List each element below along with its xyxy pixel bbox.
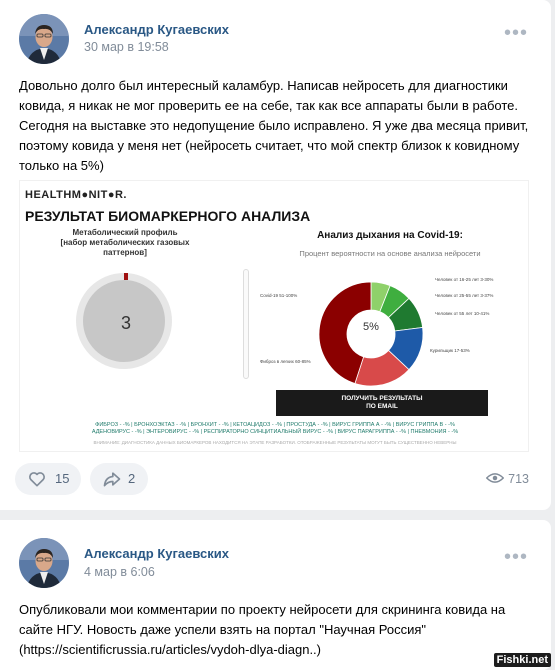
disease-list	[60, 422, 490, 436]
watermark: Fishki.net	[494, 653, 551, 667]
button-line-1: ПОЛУЧИТЬ РЕЗУЛЬТАТЫ	[341, 395, 423, 402]
slice-label: Человек от 16-25 лет 3-30%	[435, 277, 494, 282]
more-options-icon[interactable]: •••	[503, 22, 528, 44]
share-button[interactable]	[90, 463, 148, 495]
post-author[interactable]: Александр Кугаевских	[84, 22, 229, 37]
disease-list-line-2: АДЕНОВИРУС - -% | ЭНТЕРОВИРУС - -% | РЕСПИРАТОРНО СИНЦИТИАЛЬНЫЙ ВИРУС - -% | ВИРУС ПАРАГРИППА - -% | ПНЕВМОНИЯ - -%	[91, 429, 459, 435]
chart-subtitle: Процент вероятности на основе анализа нейросети	[299, 249, 481, 258]
infographic-title: РЕЗУЛЬТАТ БИОМАРКЕРНОГО АНАЛИЗА	[25, 208, 311, 224]
views-count: 713	[508, 472, 529, 486]
views-counter	[508, 472, 529, 486]
gauge-value: 3	[120, 313, 131, 333]
post-text: Опубликовали мои комментарии по проекту нейросети для скрининга ковида на сайте НГУ. Новость даже успели взять на портал "Научная Россия" (https://scientificrussia.ru/articles/vydoh-dlya-diagn..)	[19, 602, 506, 657]
more-options-icon[interactable]: •••	[503, 546, 528, 568]
disclaimer: ВНИМАНИЕ: ДИАГНОСТИКА ДАННЫХ БИОМАРКЕРОВ НАХОДИТСЯ НА ЭТАПЕ РАЗРАБОТКИ. ОТОБРАЖЕННЫЕ РЕЗУЛЬТАТЫ МОГУТ БЫТЬ СУЩЕСТВЕННО НЕВЕРНЫ	[93, 440, 457, 445]
chart-center-label: 5%	[363, 321, 379, 333]
share-count: 2	[128, 471, 136, 486]
chart-title: Анализ дыхания на Covid-19:	[317, 230, 463, 241]
post-date[interactable]: 30 мар в 19:58	[84, 40, 169, 54]
post-author[interactable]: Александр Кугаевских	[84, 546, 229, 561]
like-count: 15	[55, 471, 70, 486]
author-avatar[interactable]	[19, 14, 69, 64]
post-image[interactable]	[19, 180, 529, 452]
post-card	[0, 520, 551, 670]
brand-logo: HEALTHM●NIT●R.	[25, 189, 127, 201]
post-date[interactable]: 4 мар в 6:06	[84, 565, 155, 579]
disease-list-line-1: ФИБРОЗ - -% | БРОНХОЭКТАЗ - -% | БРОНХИТ - -% | КЕТОАЦИДОЗ - -% | ПРОСТУДА - -% | ВИРУС ГРИППА А - -% | ВИРУС ГРИППА В - -%	[95, 422, 455, 428]
scrollbar	[243, 269, 249, 379]
share-arrow-icon	[102, 469, 122, 489]
slice-label: Курильщик 17-53%	[430, 348, 470, 353]
slice-label: Фиброз в легких 60-85%	[260, 359, 311, 364]
slice-label: Covid-19 51-100%	[260, 293, 298, 298]
button-line-2: ПО EMAIL	[366, 403, 398, 410]
covid-donut-chart	[316, 279, 426, 389]
slice-label: Человек от 25-55 лет 3-37%	[435, 293, 494, 298]
post-text: Довольно долго был интересный каламбур. Написав нейросеть для диагностики ковида, я никак не мог проверить ее на себе, так как все аппараты были в работе. Сегодня на выставке это недопущение было исправлено. Я уже два месяца привит, поэтому ковида у меня нет (нейросеть считает, что мой спектр близок к ковидному только на 5%)	[19, 78, 529, 173]
like-button[interactable]	[15, 463, 81, 495]
metabolic-profile-title: Метаболический профиль	[72, 228, 178, 237]
get-results-email-button[interactable]	[276, 390, 488, 416]
eye-icon	[486, 471, 504, 485]
metabolic-profile-label	[50, 228, 200, 258]
slice-label: Человек от 55 лет 10-41%	[435, 311, 490, 316]
metabolic-profile-subtitle: [набор метаболических газовых паттернов]	[60, 238, 190, 257]
author-avatar[interactable]	[19, 538, 69, 588]
heart-icon	[27, 469, 47, 489]
